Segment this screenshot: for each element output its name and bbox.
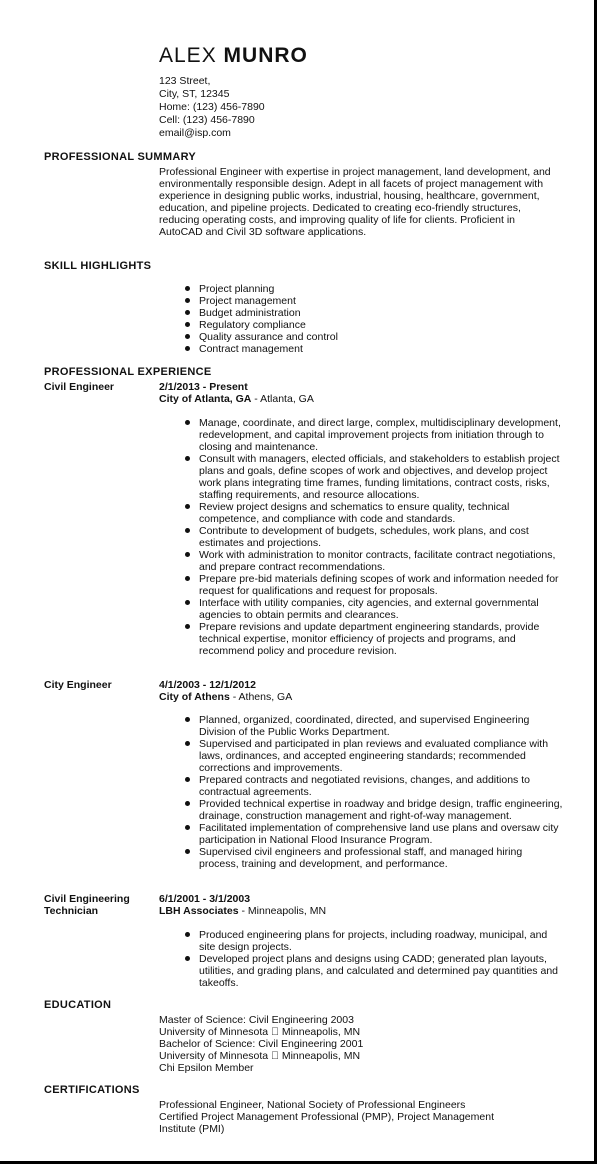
list-item: Review project designs and schematics to ensure quality, technical competence, and compliance with code and standards. [185,501,563,525]
school: University of Minnesota   Minneapolis, MN [159,1026,361,1038]
certifications-heading: CERTIFICATIONS [44,1084,140,1096]
home-phone: Home: (123) 456-7890 [159,101,265,113]
list-item: Contract management [185,343,563,355]
education-heading: EDUCATION [44,999,112,1011]
job-header [159,381,314,405]
list-item: Provided technical expertise in roadway and bridge design, traffic engineering, drainage, construction management and right-of-way management. [185,798,563,822]
last-name: MUNRO [223,44,308,67]
job-bullets [185,417,563,657]
summary-heading: PROFESSIONAL SUMMARY [44,151,197,163]
contact-info [159,75,265,140]
experience-heading: PROFESSIONAL EXPERIENCE [44,366,212,378]
list-item: Prepared contracts and negotiated revisions, changes, and additions to contractual agreements. [185,774,563,798]
job-bullets [185,714,563,870]
job-title: City Engineer [44,679,112,691]
job-org: City of Atlanta, GA [159,393,252,405]
summary-text: Professional Engineer with expertise in project management, land development, and environmentally responsible design. Adept in all facets of project management with experience in designing public works, industrial, housing, healthcare, government, education, and pipeline projects. Dedicated to creating eco-friendly structures, reducing operating costs, and improving quality of life for clients. Proficient in AutoCAD and Civil 3D software applications. [159,166,551,238]
job-header [159,893,326,917]
job-title: Civil Engineering Technician [44,893,130,917]
skills-heading: SKILL HIGHLIGHTS [44,260,152,272]
list-item: Interface with utility companies, city agencies, and external governmental agencies to obtain permits and clearances. [185,597,563,621]
job-header [159,679,292,703]
first-name: ALEX [159,44,217,67]
job-location: - Athens, GA [229,691,293,703]
list-item: Project management [185,295,563,307]
list-item: Supervised and participated in plan reviews and evaluated compliance with laws, ordinances, and accepted engineering standards; recommended corrections and improvements. [185,738,563,774]
list-item: Work with administration to monitor contracts, facilitate contract negotiations, and prepare contract recommendations. [185,549,563,573]
cell-phone: Cell: (123) 456-7890 [159,114,255,126]
list-item: Planned, organized, coordinated, directed, and supervised Engineering Division of the Public Works Department. [185,714,563,738]
job-location: - Atlanta, GA [251,393,314,405]
certifications-lines [159,1099,564,1135]
job-dates: 2/1/2013 - Present [159,381,248,393]
email: email@isp.com [159,127,231,139]
degree: Bachelor of Science: Civil Engineering 2001 [159,1038,364,1050]
job-dates: 6/1/2001 - 3/1/2003 [159,893,251,905]
list-item: Produced engineering plans for projects, including roadway, municipal, and site design projects. [185,929,563,953]
job-bullets [185,929,563,989]
list-item: Consult with managers, elected officials, and stakeholders to establish project plans and goals, define scopes of work and objectives, and develop project work plans integrating time frames, funding limitations, contract costs, risks, staffing requirements, and resource allocations. [185,453,563,501]
list-item: Project planning [185,283,563,295]
list-item: Prepare revisions and update department engineering standards, provide technical expertise, monitor efficiency of projects and programs, and recommend policy and procedure revision. [185,621,563,657]
address-line: 123 Street, [159,75,211,87]
list-item: Regulatory compliance [185,319,563,331]
school: University of Minnesota   Minneapolis, MN [159,1050,361,1062]
list-item: Supervised civil engineers and professional staff, and managed hiring process, training and development, and performance. [185,846,563,870]
job-org: LBH Associates [159,905,239,917]
candidate-name [159,44,308,68]
list-item: Quality assurance and control [185,331,563,343]
city-line: City, ST, 12345 [159,88,230,100]
list-item: Facilitated implementation of comprehensive land use plans and oversaw city participation in National Flood Insurance Program. [185,822,563,846]
degree: Master of Science: Civil Engineering 2003 [159,1014,354,1026]
education-lines [159,1014,564,1074]
skills-list [185,283,563,355]
job-location: - Minneapolis, MN [238,905,327,917]
job-dates: 4/1/2003 - 12/1/2012 [159,679,256,691]
list-item: Manage, coordinate, and direct large, complex, multidisciplinary development, redevelopment, and capital improvement projects from initiation through to closing and maintenance. [185,417,563,453]
list-item: Budget administration [185,307,563,319]
honor: Chi Epsilon Member [159,1062,254,1074]
job-org: City of Athens [159,691,230,703]
certification: Professional Engineer, National Society of Professional Engineers [159,1099,466,1111]
certification: Institute (PMI) [159,1123,225,1135]
list-item: Contribute to development of budgets, schedules, work plans, and cost estimates and projections. [185,525,563,549]
list-item: Prepare pre-bid materials defining scopes of work and information needed for request for qualifications and request for proposals. [185,573,563,597]
job-title: Civil Engineer [44,381,115,393]
certification: Certified Project Management Professional (PMP), Project Management [159,1111,494,1123]
list-item: Developed project plans and designs using CADD; generated plan layouts, utilities, and grading plans, and calculated and determined pay quantities and takeoffs. [185,953,563,989]
